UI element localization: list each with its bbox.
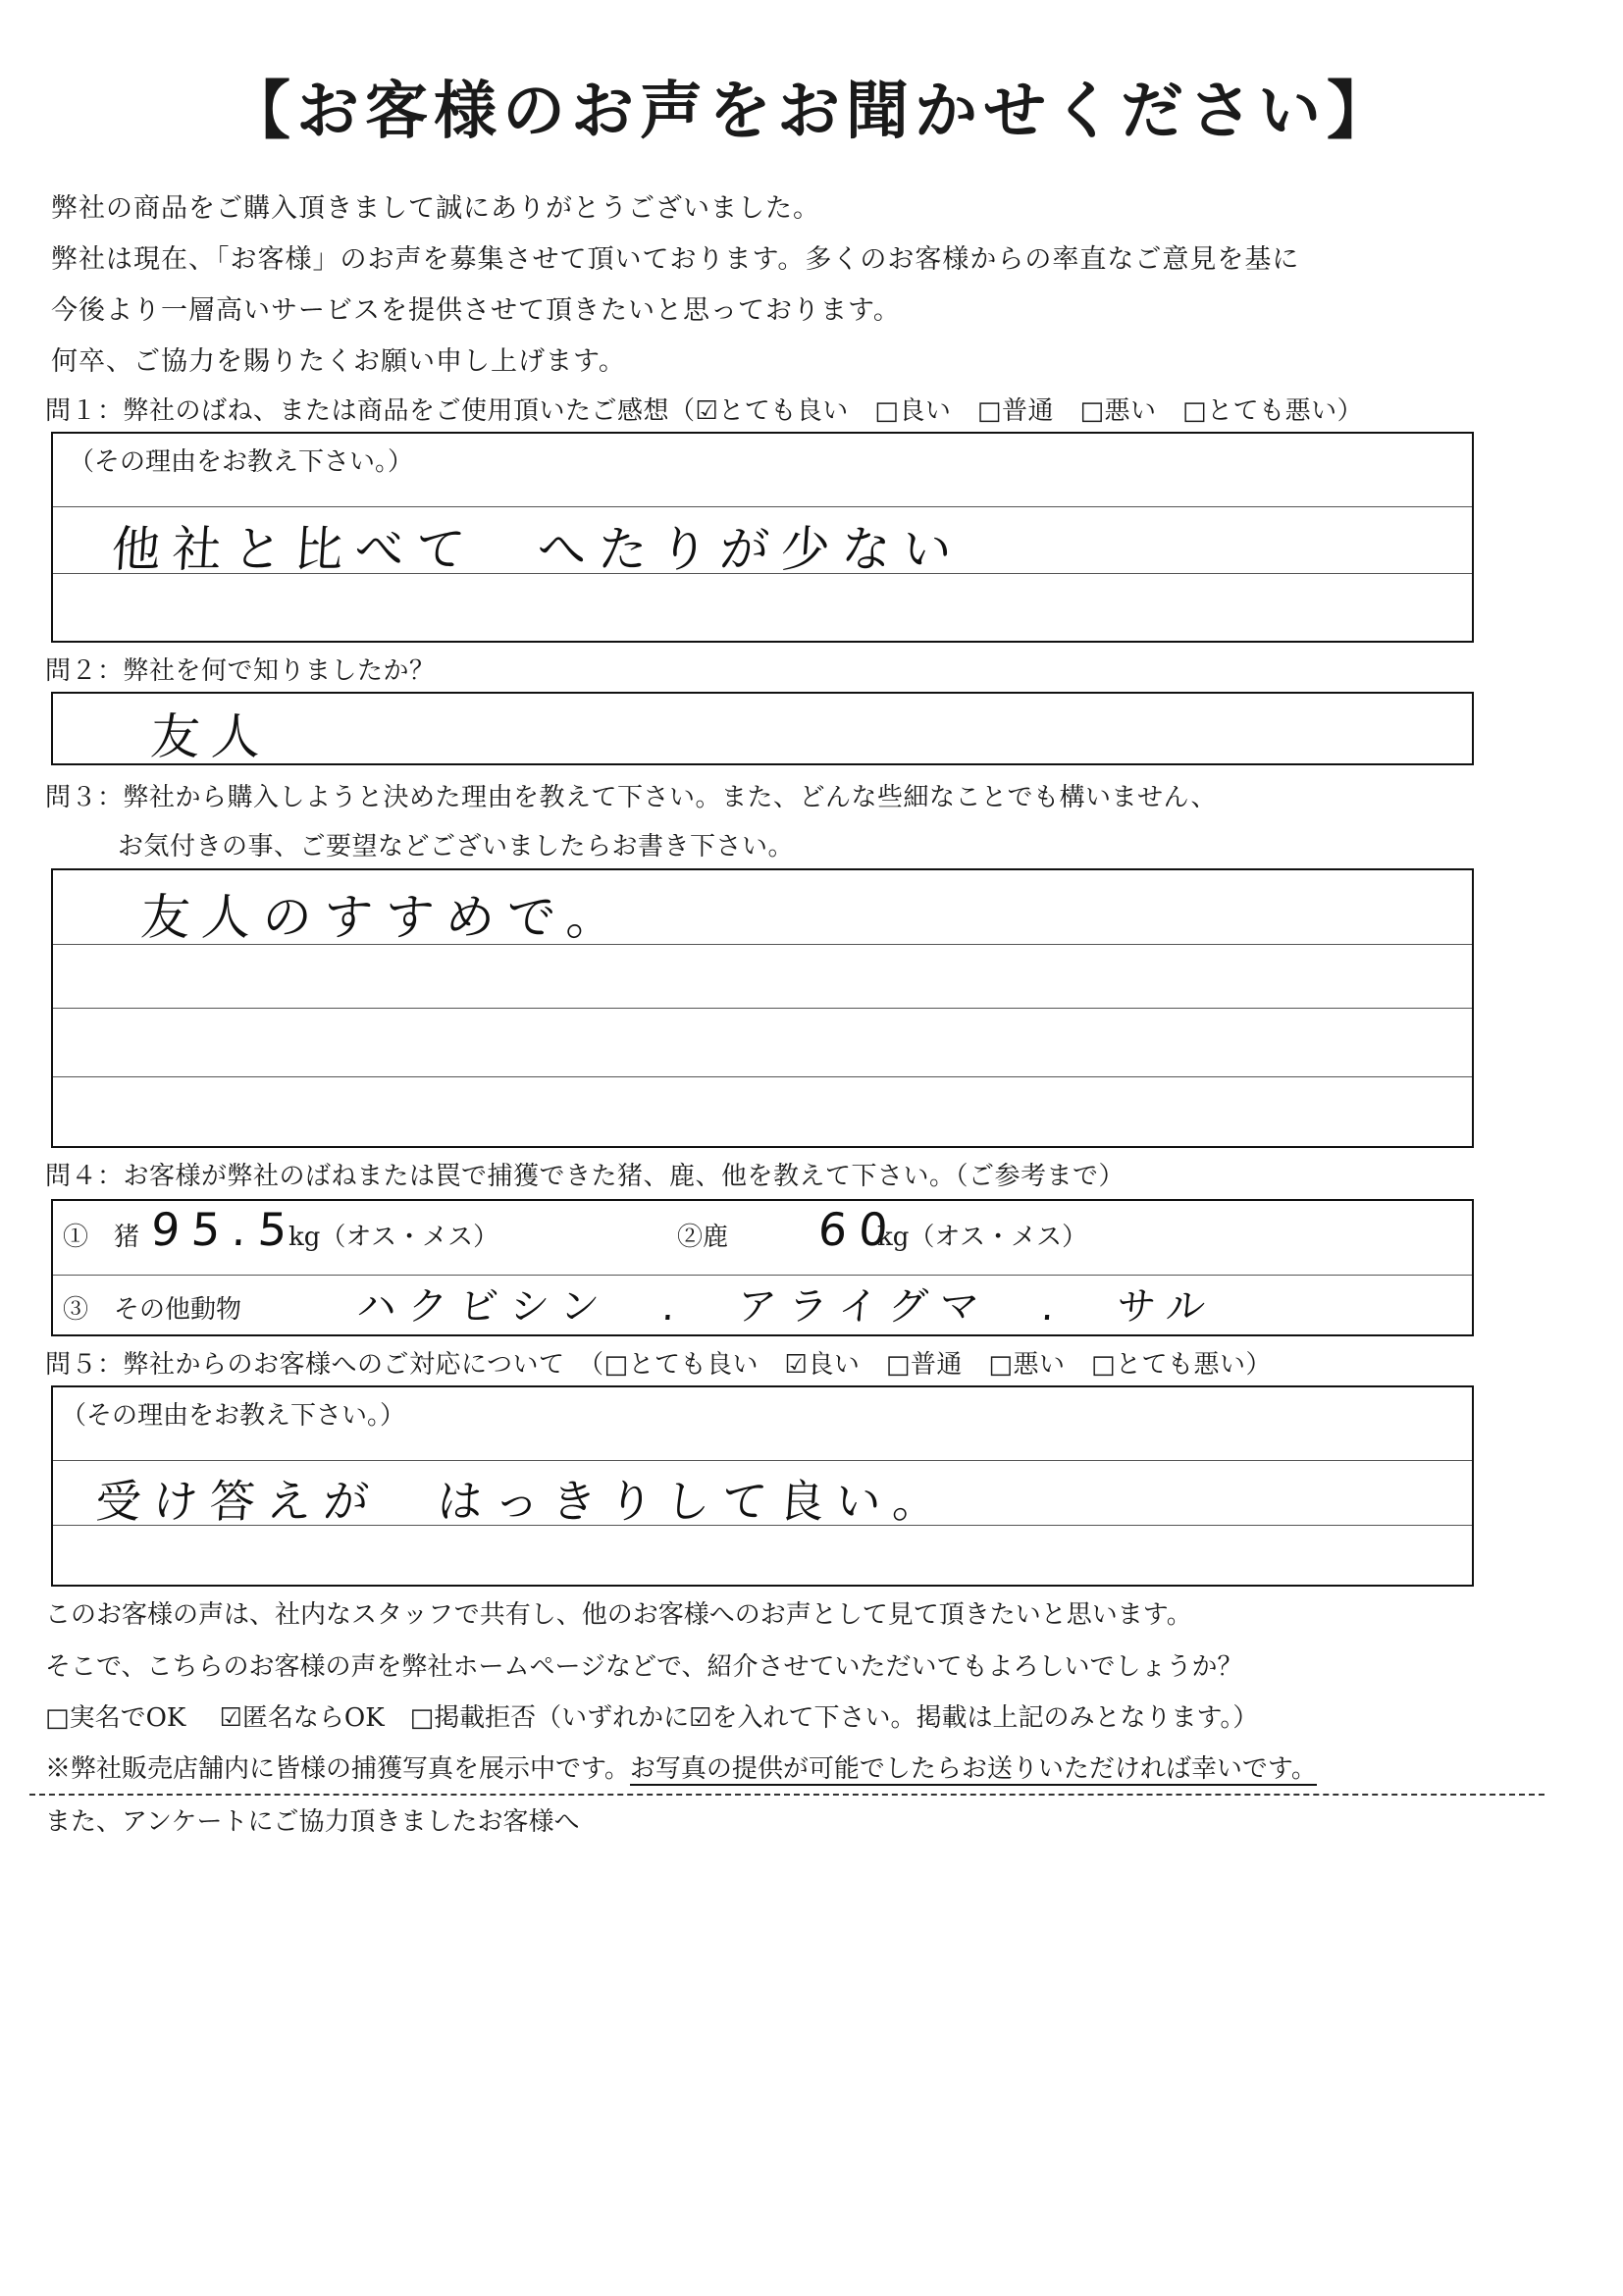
cut-line	[29, 1794, 1544, 1796]
footer-photo-request: お写真の提供が可能でしたらお送りいただければ幸いです。	[629, 1754, 1317, 1784]
q5-question: 問５：弊社からのお客様へのご対応について （□とても良い ☑良い □普通 □悪い □とても悪い）	[45, 1350, 1273, 1380]
q4-deer-unit: kg（オス・メス）	[877, 1223, 1088, 1252]
q1-question: 問１：弊社のばね、または商品をご使用頂いたご感想（☑とても良い □良い □普通 □悪い □とても悪い）	[45, 396, 1364, 426]
q4-boar-label: ① 猪	[63, 1223, 140, 1252]
q4-other-value: ハクビシン . アライグマ . サル	[355, 1284, 1219, 1330]
intro-line-3: 今後より一層高いサービスを提供させて頂きたいと思っております。	[51, 295, 901, 326]
q3-answer-box	[51, 868, 1474, 1148]
q4-question: 問４：お客様が弊社のばねまたは罠で捕獲できた猪、鹿、他を教えて下さい。（ご参考まで）	[45, 1162, 1126, 1191]
footer-photo-note: ※弊社販売店舗内に皆様の捕獲写真を展示中です。	[45, 1754, 630, 1784]
q1-handwritten-answer: 他社と比べて へたりが少ない	[109, 521, 966, 578]
q4-answer-box	[51, 1199, 1474, 1336]
q5-handwritten-answer: 受け答えが はっきりして良い。	[93, 1475, 952, 1528]
q2-handwritten-answer: 友人	[148, 708, 275, 765]
q3-rule-2	[53, 1008, 1472, 1009]
footer-consent-options: □実名でOK ☑匿名ならOK □掲載拒否（いずれかに☑を入れて下さい。掲載は上記のみとなります。）	[45, 1703, 1259, 1733]
footer-line-5: また、アンケートにご協力頂きましたお客様へ	[45, 1807, 580, 1837]
q3-rule-3	[53, 1076, 1472, 1077]
footer-line-2: そこで、こちらのお客様の声を弊社ホームページなどで、紹介させていただいてもよろしいでしょうか？	[45, 1652, 1243, 1682]
q4-other-label: ③ その他動物	[63, 1295, 242, 1325]
intro-line-4: 何卒、ご協力を賜りたくお願い申し上げます。	[51, 346, 626, 377]
q4-deer-label: ②鹿	[677, 1223, 729, 1252]
footer-line-1: このお客様の声は、社内なスタッフで共有し、他のお客様へのお声として見て頂きたいと思います。	[45, 1600, 1192, 1630]
q4-boar-unit: kg（オス・メス）	[288, 1223, 499, 1252]
q5-answer-box	[51, 1385, 1474, 1587]
q4-deer-value: 60	[816, 1203, 902, 1256]
q5-reason-label: （その理由をお教え下さい。）	[61, 1401, 406, 1431]
q3-handwritten-answer: 友人のすすめで。	[138, 889, 630, 946]
q3-question-line-2: お気付きの事、ご要望などございましたらお書き下さい。	[118, 832, 795, 861]
q2-answer-box	[51, 692, 1474, 765]
q5-rule-1	[53, 1460, 1472, 1461]
q1-reason-label: （その理由をお教え下さい。）	[69, 447, 414, 477]
q1-rule-1	[53, 506, 1472, 507]
intro-line-1: 弊社の商品をご購入頂きまして誠にありがとうございました。	[51, 193, 820, 224]
q4-boar-value: 95.5	[149, 1203, 301, 1256]
intro-line-2: 弊社は現在、「お客様」のお声を募集させて頂いております。多くのお客様からの率直なご意見を基に	[51, 244, 1300, 275]
footer-line-4	[45, 1748, 1317, 1785]
page-title: 【お客様のお声をお聞かせください】	[228, 75, 1395, 148]
q2-question: 問２：弊社を何で知りましたか？	[45, 656, 436, 686]
q1-answer-box	[51, 432, 1474, 643]
q3-question: 問３：弊社から購入しようと決めた理由を教えて下さい。また、どんな些細なことでも構いません、	[45, 783, 1218, 812]
